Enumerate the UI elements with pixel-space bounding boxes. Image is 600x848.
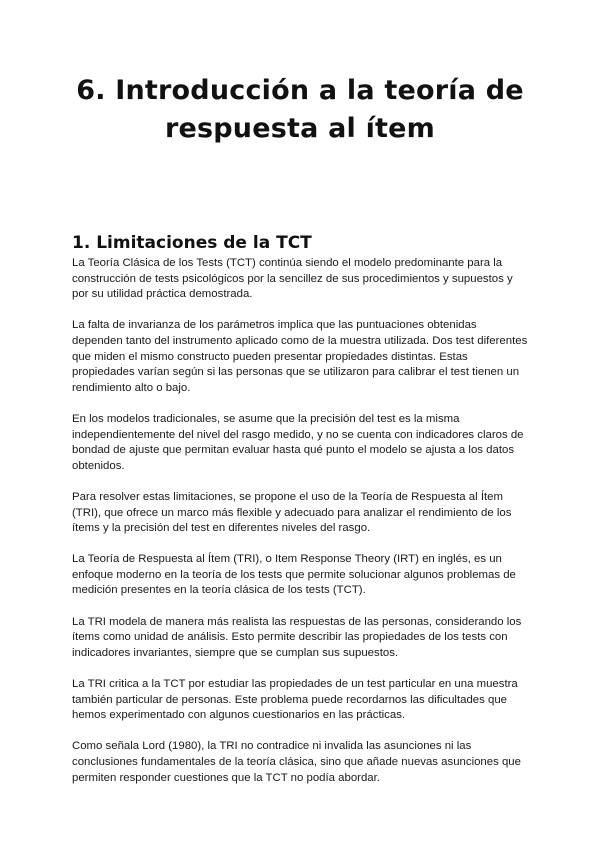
paragraph: En los modelos tradicionales, se asume que la precisión del test es la misma independientemente del nivel del rasgo medido, y no se cuenta con indicadores claros de bondad de ajuste que permitan evaluar hasta qué punto el modelo se ajusta a los datos obtenidos. bbox=[72, 412, 524, 472]
section-body bbox=[72, 256, 530, 802]
page-title: 6. Introducción a la teoría de respuesta al ítem bbox=[76, 75, 524, 144]
section-heading: 1. Limitaciones de la TCT bbox=[72, 233, 312, 253]
paragraph: La falta de invarianza de los parámetros implica que las puntuaciones obtenidas dependen tanto del instrumento aplicado como de la muestra utilizada. Dos test diferentes que miden el mismo constructo pueden presentar propiedades distintas. Estas propiedades varían según si las personas que se utilizaron para calibrar el test tienen un rendimiento alto o bajo. bbox=[72, 319, 528, 394]
paragraph: Como señala Lord (1980), la TRI no contradice ni invalida las asunciones ni las conclusiones fundamentales de la teoría clásica, sino que añade nuevas asunciones que permiten responder cuestiones que la TCT no podía abordar. bbox=[72, 740, 521, 784]
paragraph: La Teoría de Respuesta al Ítem (TRI), o Item Response Theory (IRT) en inglés, es un enfoque moderno en la teoría de los tests que permite solucionar algunos problemas de medición presentes en la teoría clásica de los tests (TCT). bbox=[72, 553, 516, 597]
paragraph: Para resolver estas limitaciones, se propone el uso de la Teoría de Respuesta al Ítem (TRI), que ofrece un marco más flexible y adecuado para analizar el rendimiento de los ítems y la precisión del test en diferentes niveles del rasgo. bbox=[72, 490, 512, 535]
paragraph: La Teoría Clásica de los Tests (TCT) continúa siendo el modelo predominante para la construcción de tests psicológicos por la sencillez de sus procedimientos y supuestos y por su utilidad práctica demostrada. bbox=[72, 257, 513, 301]
paragraph: La TRI critica a la TCT por estudiar las propiedades de un test particular en una muestra también particular de personas. Este problema puede recordarnos las dificultades que hemos experimentado con algunos cuestionarios en las prácticas. bbox=[72, 678, 518, 722]
paragraph: La TRI modela de manera más realista las respuestas de las personas, considerando los ítems como unidad de análisis. Esto permite describir las propiedades de los tests con indicadores invariantes, siempre que se cumplan sus supuestos. bbox=[72, 615, 522, 659]
